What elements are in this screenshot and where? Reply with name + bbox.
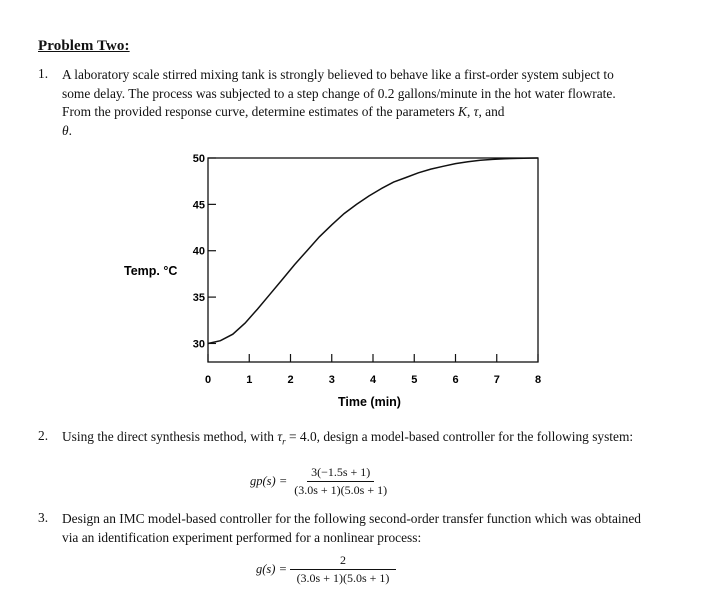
problem-2-text (62, 428, 642, 451)
problem-title: Problem Two: (38, 38, 130, 54)
param-tau: τ (473, 104, 479, 119)
x-tick-label-8: 8 (534, 374, 542, 386)
problem-2-body-b: = 4.0, design a model-based controller for the following system: (285, 429, 634, 444)
x-tick-label-4: 4 (369, 374, 377, 386)
eq-g-denominator: (3.0s + 1)(5.0s + 1) (296, 571, 390, 585)
x-tick-label-1: 1 (246, 374, 253, 386)
plot-frame (208, 158, 538, 362)
problem-3-text: Design an IMC model-based controller for the following second-order transfer function which was obtained via an identification experiment performed for a nonlinear process: (62, 511, 641, 545)
x-tick-label-5: 5 (411, 374, 418, 386)
y-tick-label-45: 45 (192, 199, 205, 212)
x-tick-label-0: 0 (204, 374, 212, 386)
problem-3-number: 3. (38, 510, 49, 525)
x-tick-label-7: 7 (493, 374, 500, 386)
x-tick-label-2: 2 (287, 374, 294, 386)
param-theta: θ (62, 122, 69, 138)
problem-1-body: A laboratory scale stirred mixing tank is strongly believed to behave like a first-order system subject to some delay. The process was subjected to a step change of 0.2 gallons/minute in the hot water flowrate. From the provided response curve, determine estimates of the parameters (62, 67, 616, 119)
tau-r-symbol: τ (277, 429, 283, 444)
problem-2-body-a: Using the direct synthesis method, with (62, 429, 278, 444)
eq-gp-numerator: 3(−1.5s + 1) (307, 465, 374, 482)
y-tick-label-30: 30 (192, 338, 205, 351)
eq-g-fraction (290, 553, 396, 586)
param-k: K (458, 104, 467, 119)
x-tick-label-6: 6 (452, 374, 459, 386)
y-tick-label-35: 35 (192, 292, 205, 305)
eq-gp-fraction (290, 465, 391, 498)
x-tick-label-3: 3 (328, 374, 335, 386)
problem-1-number: 1. (38, 66, 49, 81)
x-axis-label: Time (min) (338, 395, 401, 409)
response-curve (208, 158, 538, 344)
y-tick-label-40: 40 (192, 245, 205, 258)
problem-2-number: 2. (38, 428, 49, 443)
eq-gp-lhs: gp(s) = (250, 474, 288, 488)
y-axis-label: Temp. °C (124, 264, 178, 278)
eq-g-numerator: 2 (290, 553, 396, 570)
sep-2: , and (478, 104, 505, 119)
equation-gp (250, 465, 391, 498)
equation-g (256, 553, 396, 586)
sep-1: , (466, 104, 474, 119)
end-period: . (68, 122, 72, 138)
y-tick-label-50: 50 (192, 153, 205, 165)
eq-gp-denominator: (3.0s + 1)(5.0s + 1) (294, 483, 388, 497)
tau-r-subscript: r (282, 436, 286, 447)
eq-g-lhs: g(s) = (256, 562, 287, 576)
